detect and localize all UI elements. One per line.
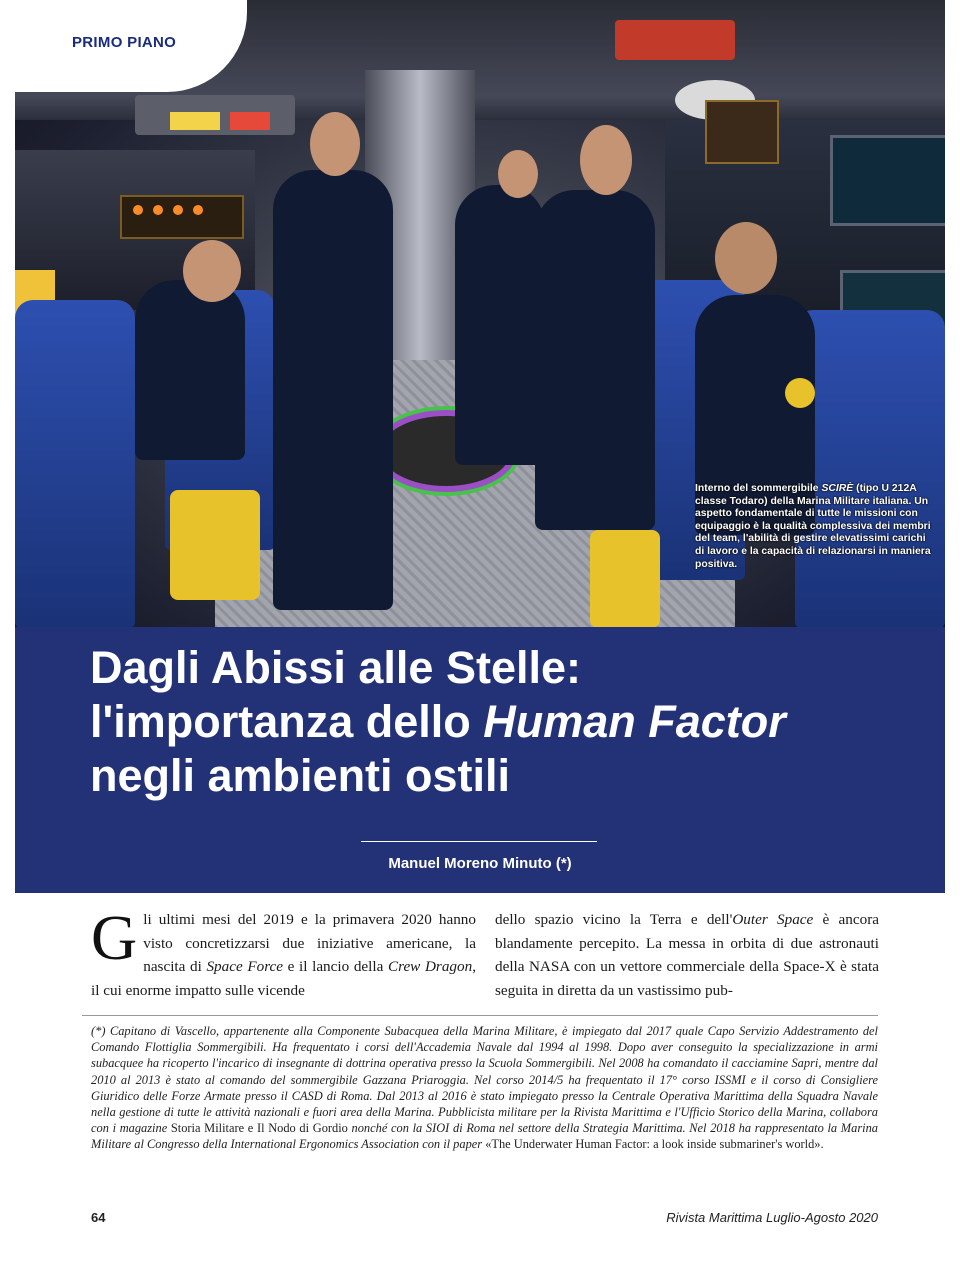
article-title [90, 641, 930, 803]
col2-text-2: è ancora blandamente percepito. La messa in orbita di due astronauti della NASA con un vettore commerciale della Space-X è stata seguita in diretta da un vastissimo pub- [495, 911, 879, 999]
section-label: PRIMO PIANO [72, 34, 177, 51]
page-number: 64 [91, 1210, 106, 1225]
photo-caption [695, 483, 935, 571]
title-line-3: negli ambienti ostili [90, 750, 511, 801]
title-line-2-em: Human Factor [483, 696, 786, 747]
col1-text-3: , il cui enorme impatto sulle vicende [91, 958, 476, 999]
body-column-2 [495, 908, 879, 1002]
title-divider [361, 841, 597, 842]
footnote-divider [82, 1015, 878, 1016]
caption-rest: (tipo U 212A classe Todaro) della Marina Militare italiana. Un aspetto fondamentale di tutte le missioni con equipaggio è la qualità complessiva dei membri del team, l'abilità di gestire elevatissimi carichi di lavoro e la capacità di relazionarsi in maniera positiva. [695, 483, 931, 570]
title-line-2-pre: l'importanza dello [90, 696, 484, 747]
footnote-plain-2: «The Underwater Human Factor: a look inside submariner's world». [485, 1137, 824, 1152]
col1-text-1: li ultimi mesi del 2019 e la primavera 2020 hanno visto concretizzarsi due iniziative americane, la nascita di [143, 911, 476, 975]
caption-vessel: SCIRÈ [821, 483, 854, 494]
running-title: Rivista Marittima Luglio-Agosto 2020 [666, 1210, 878, 1225]
col1-em-2: Crew Dragon [387, 958, 473, 975]
body-column-1 [91, 902, 476, 1002]
drop-cap: G [91, 902, 138, 973]
col2-em-1: Outer Space [732, 911, 814, 928]
caption-lead: Interno del sommergibile [695, 483, 822, 494]
footnote-italic-2: nonché con la SIOI di Roma nel settore della Strategia Marittima. Nel 2018 ha rappresentato la Marina Militare al Congresso della International Ergonomics Association con il paper [91, 1121, 878, 1152]
col1-text-2: e il lancio della [283, 958, 388, 975]
author-byline: Manuel Moreno Minuto (*) [388, 855, 572, 872]
col2-text-1: dello spazio vicino la Terra e dell' [495, 911, 733, 928]
col1-em-1: Space Force [206, 958, 284, 975]
footnote-italic-1: (*) Capitano di Vascello, appartenente alla Componente Subacquea della Marina Militare, è impiegato dal 2017 quale Capo Servizio Addestramento del Comando Flottiglia Sommergibili. Ha frequentato i corsi dell'Accademia Navale dal 1994 al 1998. Dopo aver conseguito la specializzazione in armi subacquee ha ricoperto l'incarico di insegnante di dottrina operativa presso la Scuola Sommergibili. Nel 2008 ha comandato il cacciamine Sapri, mentre dal 2010 al 2013 è stato al comando del sommergibile Gazzana Priaroggia. Nel corso 2014/5 ha frequentato il 17° corso ISSMI e il corso di Consigliere Giuridico delle Forze Armate presso il CASD di Roma. Dal 2013 al 2016 è stato impiegato presso la Centrale Operativa Marittima della Squadra Navale nella gestione di tutte le attività nazionali e fuori area della Marina. Pubblicista militare per la Rivista Marittima e l'Ufficio Storico della Marina, collabora con i magazine [91, 1024, 878, 1136]
title-band [15, 627, 945, 893]
title-line-1: Dagli Abissi alle Stelle: [90, 642, 582, 693]
footnote-plain-1: Storia Militare e Il Nodo di Gordio [170, 1121, 348, 1136]
author-footnote [91, 1023, 878, 1153]
